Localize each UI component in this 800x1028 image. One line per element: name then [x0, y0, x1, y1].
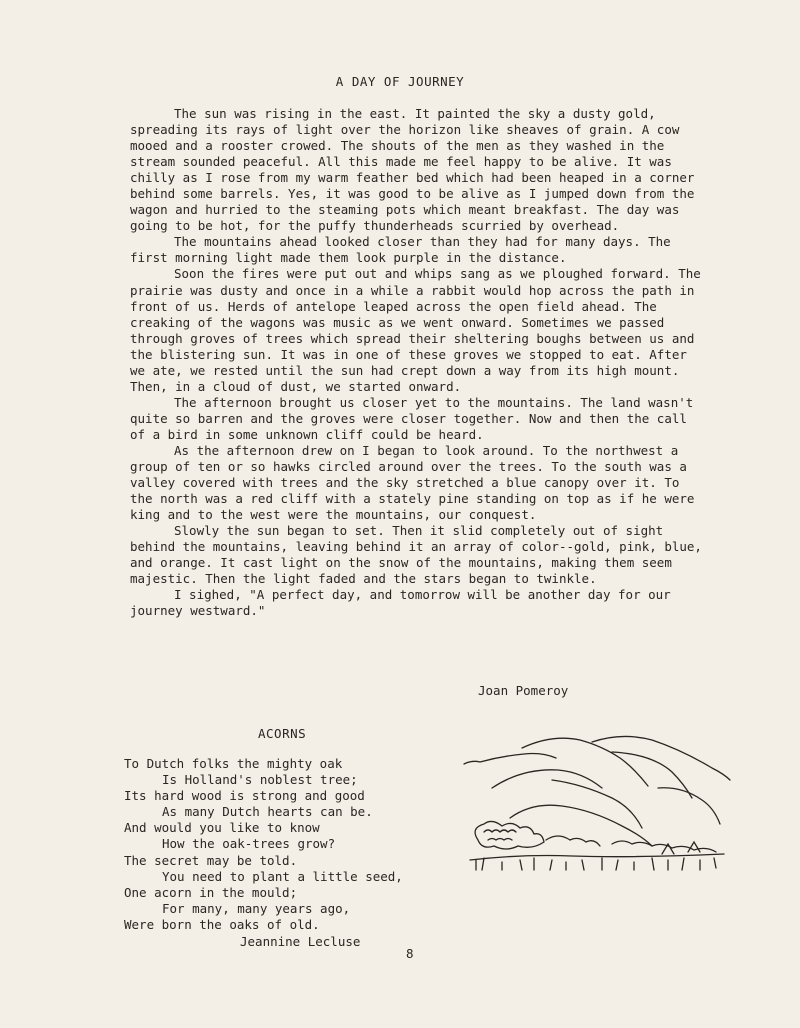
page-number: 8: [406, 946, 414, 961]
story-paragraph: The afternoon brought us closer yet to the mountains. The land wasn't quite so barren and the groves were closer together. Now and then the call of a bird in some unknown cliff could be heard.: [130, 394, 694, 442]
poem-line: The secret may be told.: [124, 852, 298, 868]
poem-line: How the oak-trees grow?: [162, 836, 336, 852]
poem-body: [124, 756, 444, 933]
story-paragraph: Slowly the sun began to set. Then it slid completely out of sight behind the mountains, leaving behind it an array of color--gold, pink, blue, and orange. It cast light on the snow of the mountains, making them seem majestic. Then the light faded and the stars began to twinkle.: [130, 523, 702, 587]
story-body: [130, 106, 705, 620]
poem-line: Is Holland's noblest tree;: [162, 772, 358, 788]
story-paragraph: As the afternoon drew on I began to look around. To the northwest a group of ten or so hawks circled around over the trees. To the south was a valley covered with trees and the sky stretched a blue canopy over it. To the north was a red cliff with a stately pine standing on top as if he were king and to the west were the mountains, our conquest.: [130, 442, 695, 523]
poem-line: For many, many years ago,: [162, 900, 351, 916]
poem-line: As many Dutch hearts can be.: [162, 804, 373, 820]
poem-line: Were born the oaks of old.: [124, 916, 320, 932]
poem-author: Jeannine Lecluse: [240, 934, 361, 949]
story-title: A DAY OF JOURNEY: [335, 74, 465, 89]
story-paragraph: I sighed, "A perfect day, and tomorrow will be another day for our journey westward.": [130, 587, 671, 619]
mountain-sketch-illustration: [462, 728, 732, 878]
poem-line: One acorn in the mould;: [124, 884, 298, 900]
story-paragraph: Soon the fires were put out and whips sang as we ploughed forward. The prairie was dusty and once in a while a rabbit would hop across the path in front of us. Herds of antelope leaped across the open field ahead. The creaking of the wagons was music as we went onward. Sometimes we passed through groves of trees which spread their sheltering boughs between us and the blistering sun. It was in one of these groves we stopped to eat. After we ate, we rested until the sun had crept down a way from its high mount. Then, in a cloud of dust, we started onward.: [130, 266, 701, 394]
poem-line: And would you like to know: [124, 820, 320, 836]
story-paragraph: The mountains ahead looked closer than they had for many days. The first morning light made them look purple in the distance.: [130, 234, 671, 266]
story-author: Joan Pomeroy: [478, 683, 569, 698]
poem-line: To Dutch folks the mighty oak: [124, 756, 343, 771]
poem-title: ACORNS: [258, 726, 307, 741]
poem-line: Its hard wood is strong and good: [124, 788, 365, 804]
story-paragraph: The sun was rising in the east. It painted the sky a dusty gold, spreading its rays of light over the horizon like sheaves of grain. A cow mooed and a rooster crowed. The shouts of the men as they washed in the stream sounded peaceful. All this made me feel happy to be alive. It was chilly as I rose from my warm feather bed which had been heaped in a corner behind some barrels. Yes, it was good to be alive as I jumped down from the wagon and hurried to the steaming pots which meant breakfast. The day was going to be hot, for the puffy thunderheads scurried by overhead.: [130, 106, 695, 234]
poem-line: You need to plant a little seed,: [162, 868, 403, 884]
